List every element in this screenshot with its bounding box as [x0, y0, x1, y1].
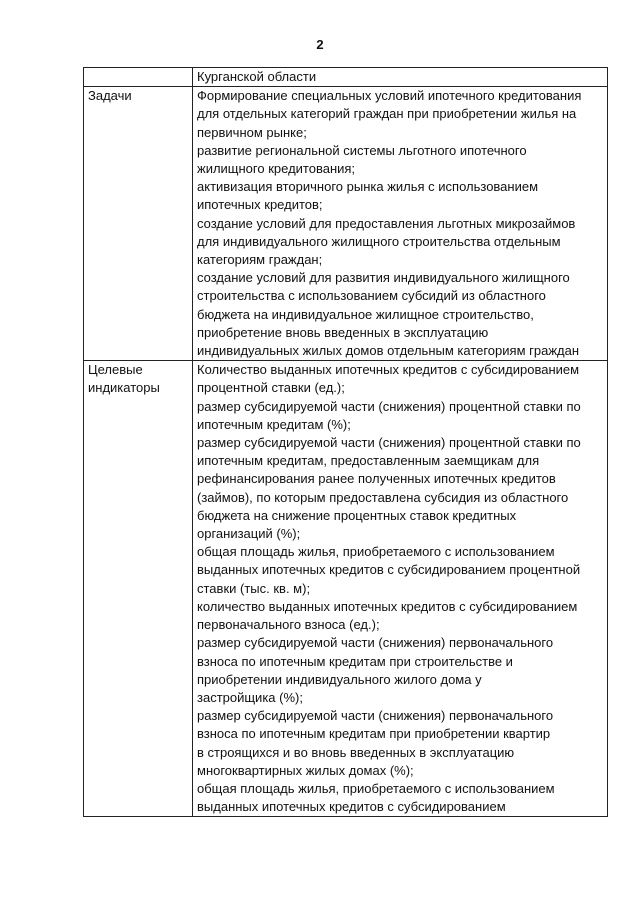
text-line: приобретение вновь введенных в эксплуатацию	[197, 324, 489, 340]
text-line: жилищного кредитования;	[197, 161, 356, 177]
text-line: выданных ипотечных кредитов с субсидированием	[197, 799, 506, 815]
text-line: создание условий для развития индивидуального жилищного	[197, 270, 570, 286]
text-line: (займов), по которым предоставлена субсидия из областного	[197, 489, 569, 505]
text-line: бюджета на снижение процентных ставок кредитных	[197, 507, 517, 523]
table-label-cell	[84, 87, 193, 361]
text-line: организаций (%);	[197, 526, 301, 542]
text-line: выданных ипотечных кредитов с субсидированием процентной	[197, 562, 581, 578]
text-line: Формирование специальных условий ипотечного кредитования	[197, 88, 582, 104]
text-line: застройщика (%);	[197, 689, 303, 705]
table-row	[84, 68, 608, 87]
text-line: взноса по ипотечным кредитам при приобретении квартир	[197, 726, 551, 742]
text-line: ипотечным кредитам (%);	[197, 416, 351, 432]
document-table	[83, 67, 608, 817]
text-line: размер субсидируемой части (снижения) первоначального	[197, 708, 554, 724]
text-line: многоквартирных жилых домах (%);	[197, 762, 414, 778]
text-line: для индивидуального жилищного строительства отдельным	[197, 233, 561, 249]
text-line: строительства с использованием субсидий из областного	[197, 288, 546, 304]
table-label-cell	[84, 361, 193, 817]
text-line: категориям граждан;	[197, 252, 323, 268]
text-line: процентной ставки (ед.);	[197, 380, 345, 396]
text-line: общая площадь жилья, приобретаемого с использованием	[197, 780, 555, 796]
table-value-cell: Курганской области	[193, 68, 608, 87]
text-line: количество выданных ипотечных кредитов с субсидированием	[197, 598, 578, 614]
text-line: взноса по ипотечным кредитам при строительстве и	[197, 653, 513, 669]
text-line: размер субсидируемой части (снижения) процентной ставки по	[197, 435, 581, 451]
label-line: Целевые	[88, 362, 143, 378]
table-label-cell	[84, 68, 193, 87]
text-line: бюджета на индивидуальное жилищное строительство,	[197, 306, 534, 322]
text-line: общая площадь жилья, приобретаемого с использованием	[197, 544, 555, 560]
page-number: 2	[316, 37, 324, 52]
text-line: в строящихся и во вновь введенных в эксплуатацию	[197, 744, 515, 760]
text-line: размер субсидируемой части (снижения) первоначального	[197, 635, 554, 651]
label-line: Задачи	[88, 88, 132, 104]
text-line: ипотечным кредитам, предоставленным заемщикам для	[197, 453, 540, 469]
table-row	[84, 361, 608, 817]
text-line: развитие региональной системы льготного ипотечного	[197, 142, 527, 158]
text-line: первоначального взноса (ед.);	[197, 617, 380, 633]
text-line: индивидуальных жилых домов отдельным категориям граждан	[197, 343, 580, 359]
text-line: приобретении индивидуального жилого дома у	[197, 671, 482, 687]
table-value-cell	[193, 361, 608, 817]
text-line: рефинансирования ранее полученных ипотечных кредитов	[197, 471, 556, 487]
text-line: активизация вторичного рынка жилья с использованием	[197, 179, 539, 195]
text-line: размер субсидируемой части (снижения) процентной ставки по	[197, 398, 581, 414]
text-line: ставки (тыс. кв. м);	[197, 580, 311, 596]
text-line: ипотечных кредитов;	[197, 197, 323, 213]
text-line: первичном рынке;	[197, 124, 307, 140]
table-row	[84, 87, 608, 361]
text-line: Количество выданных ипотечных кредитов с субсидированием	[197, 362, 580, 378]
label-line: индикаторы	[88, 380, 160, 396]
table-value-cell	[193, 87, 608, 361]
text-line: создание условий для предоставления льготных микрозаймов	[197, 215, 576, 231]
text-line: для отдельных категорий граждан при приобретении жилья на	[197, 106, 577, 122]
